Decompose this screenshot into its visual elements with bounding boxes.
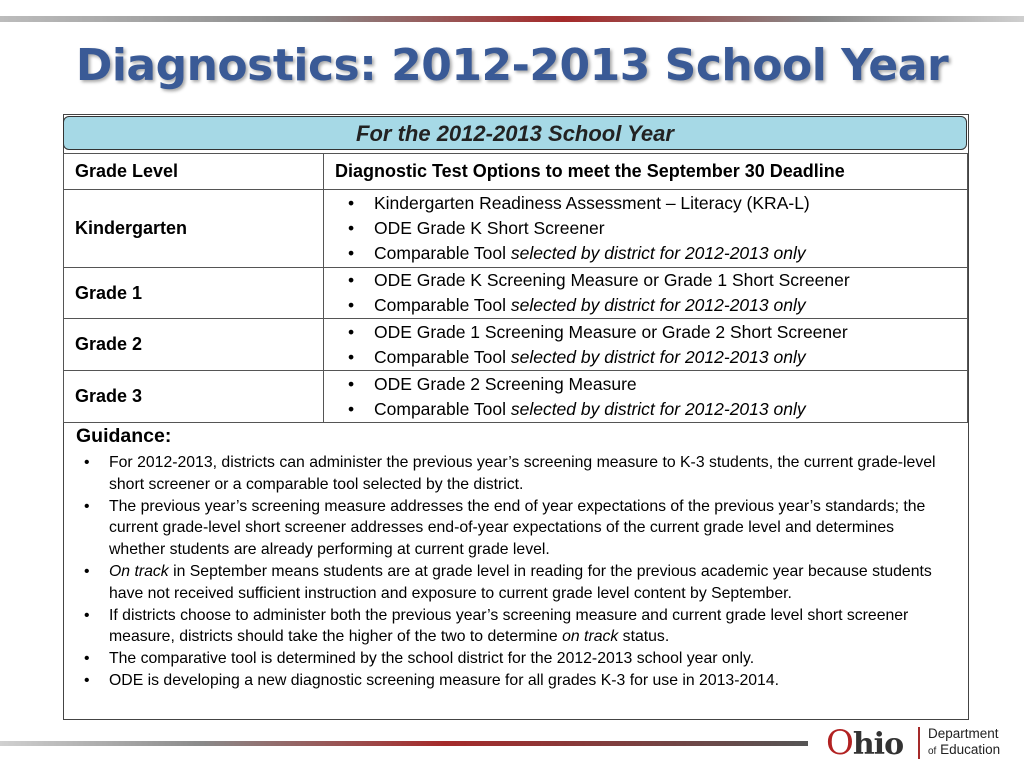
grade-cell: Grade 3 xyxy=(64,371,324,423)
grade-cell: Kindergarten xyxy=(64,190,324,268)
table-row xyxy=(64,319,968,371)
grade-cell: Grade 2 xyxy=(64,319,324,371)
option-item: • ODE Grade 1 Screening Measure or Grade 2 Short Screener xyxy=(324,320,967,345)
guidance-item: • For 2012-2013, districts can administer the previous year’s screening measure to K-3 students, the current grade-level short screener or a comparable tool selected by the district. xyxy=(64,452,966,496)
table-row xyxy=(64,371,968,423)
options-cell xyxy=(324,371,968,423)
guidance-item: • If districts choose to administer both the previous year’s screening measure and current grade level short screener measure, districts should take the higher of the two to determine on track status. xyxy=(64,605,966,649)
table-header-row xyxy=(64,154,968,190)
guidance-section xyxy=(64,424,966,692)
slide-title: Diagnostics: 2012-2013 School Year xyxy=(75,40,949,91)
guidance-item: • On track in September means students are at grade level in reading for the previous academic year because students have not received sufficient instruction and exposure to current grade level content by September. xyxy=(64,561,966,605)
diagnostics-table xyxy=(63,153,968,423)
table-row xyxy=(64,190,968,268)
ohio-wordmark: Ohio xyxy=(826,723,904,763)
option-item: • Comparable Tool selected by district for 2012-2013 only xyxy=(324,241,967,266)
options-cell xyxy=(324,319,968,371)
options-cell xyxy=(324,268,968,319)
option-item: • ODE Grade 2 Screening Measure xyxy=(324,372,967,397)
col-header-grade: Grade Level xyxy=(64,154,324,190)
option-item: • Comparable Tool selected by district for 2012-2013 only xyxy=(324,397,967,422)
option-item: • ODE Grade K Short Screener xyxy=(324,216,967,241)
ohio-education-logo xyxy=(826,723,1018,763)
guidance-list xyxy=(64,452,966,692)
guidance-item: • The previous year’s screening measure addresses the end of year expectations of the previous year’s standards; the current grade-level short screener addresses end-of-year expectations of the current grade level and determines whether students are already performing at current grade level. xyxy=(64,496,966,561)
option-item: • Kindergarten Readiness Assessment – Literacy (KRA-L) xyxy=(324,191,967,216)
logo-separator xyxy=(918,727,920,759)
option-item: • Comparable Tool selected by district for 2012-2013 only xyxy=(324,345,967,370)
table-row xyxy=(64,268,968,319)
grade-cell: Grade 1 xyxy=(64,268,324,319)
col-header-options: Diagnostic Test Options to meet the September 30 Deadline xyxy=(324,154,968,190)
guidance-heading: Guidance: xyxy=(76,425,172,447)
option-item: • Comparable Tool selected by district for 2012-2013 only xyxy=(324,293,967,318)
guidance-item: • The comparative tool is determined by the school district for the 2012-2013 school year only. xyxy=(64,648,966,670)
top-divider xyxy=(0,16,1024,22)
table-banner: For the 2012-2013 School Year xyxy=(63,116,967,150)
bottom-divider xyxy=(0,741,808,746)
option-item: • ODE Grade K Screening Measure or Grade 1 Short Screener xyxy=(324,268,967,293)
guidance-item: • ODE is developing a new diagnostic screening measure for all grades K-3 for use in 2013-2014. xyxy=(64,670,966,692)
options-cell xyxy=(324,190,968,268)
logo-department-text: Department of Education xyxy=(928,726,1001,757)
